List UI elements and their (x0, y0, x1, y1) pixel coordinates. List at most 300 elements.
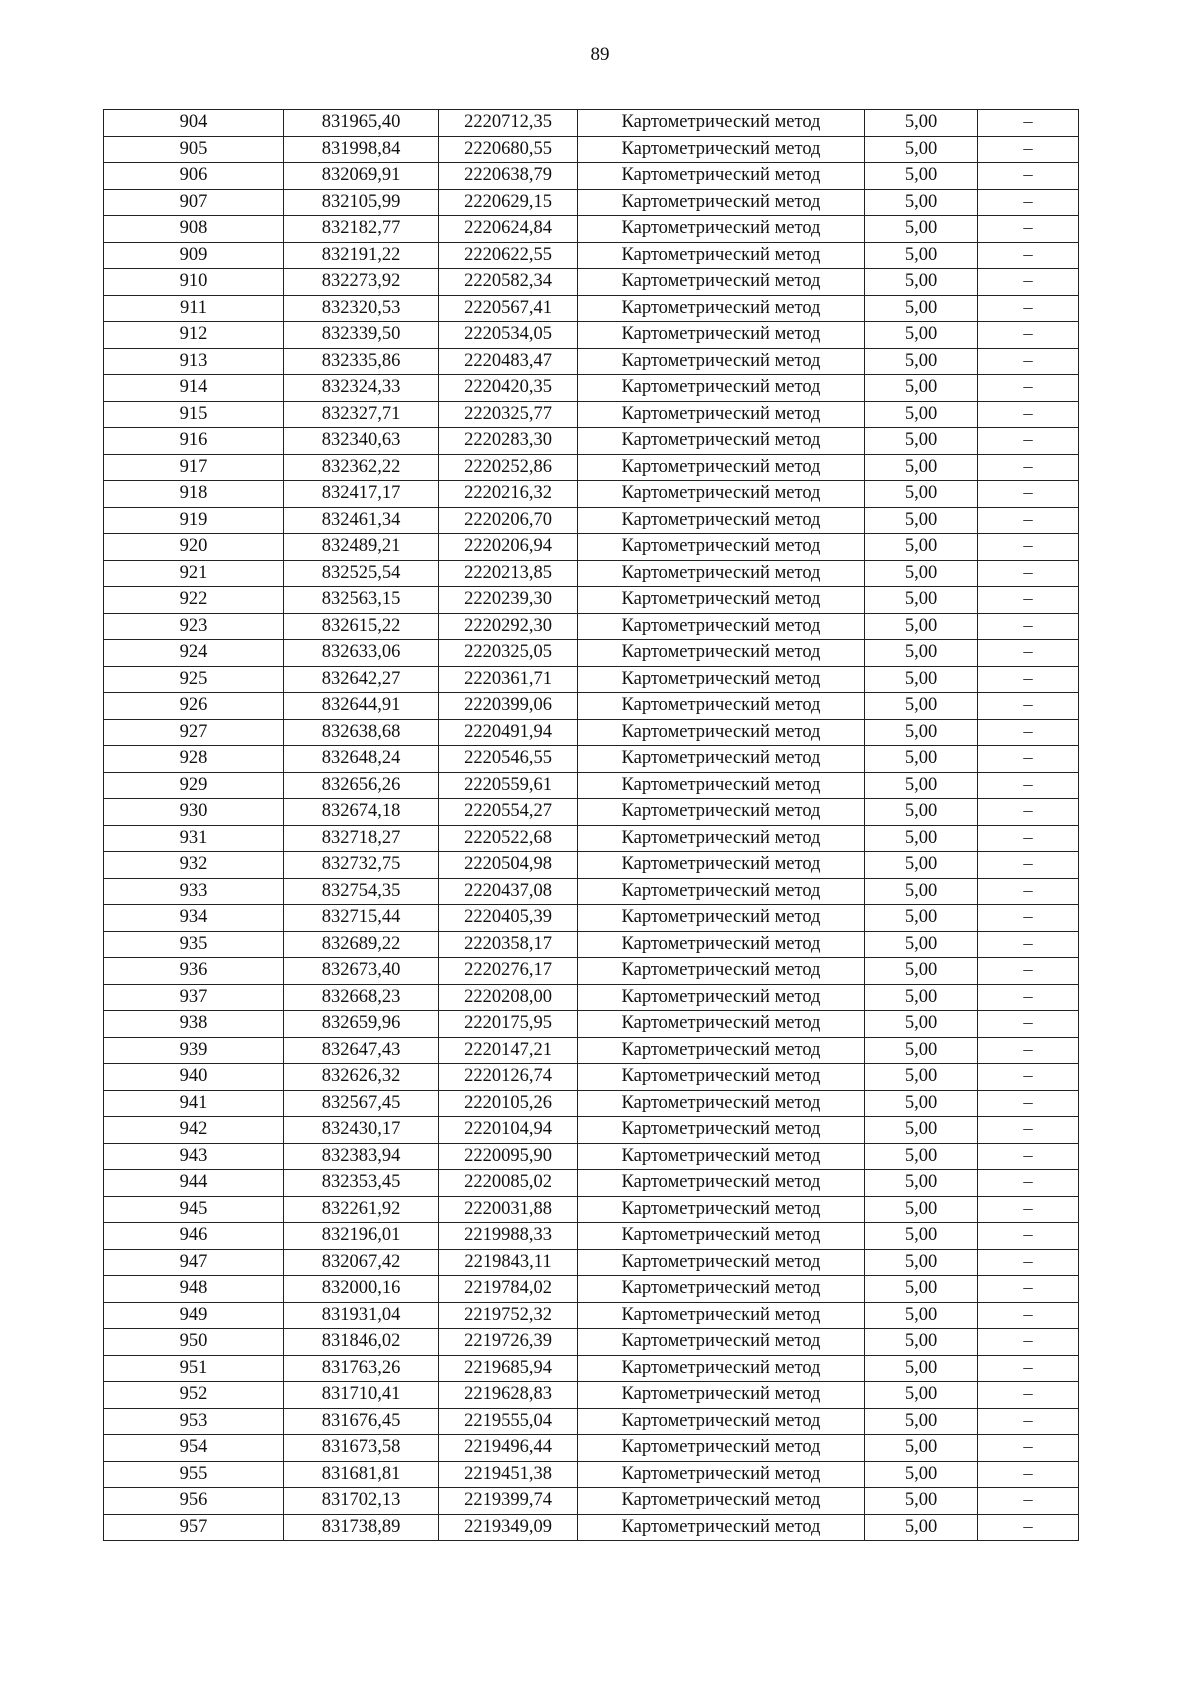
accuracy-cell: 5,00 (865, 1435, 978, 1462)
dash-cell: – (978, 560, 1079, 587)
point-number-cell: 910 (104, 269, 284, 296)
method-cell: Картометрический метод (578, 216, 865, 243)
table-row (104, 1302, 1079, 1329)
point-number-cell: 947 (104, 1249, 284, 1276)
dash-cell: – (978, 1170, 1079, 1197)
point-number-cell: 956 (104, 1488, 284, 1515)
table-row (104, 1355, 1079, 1382)
point-number-cell: 917 (104, 454, 284, 481)
method-cell: Картометрический метод (578, 878, 865, 905)
x-coordinate-cell: 832324,33 (284, 375, 439, 402)
dash-cell: – (978, 746, 1079, 773)
accuracy-cell: 5,00 (865, 1329, 978, 1356)
accuracy-cell: 5,00 (865, 825, 978, 852)
method-cell: Картометрический метод (578, 931, 865, 958)
point-number-cell: 908 (104, 216, 284, 243)
point-number-cell: 927 (104, 719, 284, 746)
point-number-cell: 938 (104, 1011, 284, 1038)
x-coordinate-cell: 832674,18 (284, 799, 439, 826)
method-cell: Картометрический метод (578, 613, 865, 640)
point-number-cell: 912 (104, 322, 284, 349)
table-row (104, 1196, 1079, 1223)
point-number-cell: 916 (104, 428, 284, 455)
accuracy-cell: 5,00 (865, 242, 978, 269)
dash-cell: – (978, 931, 1079, 958)
y-coordinate-cell: 2220252,86 (439, 454, 578, 481)
table-row (104, 825, 1079, 852)
table-row (104, 295, 1079, 322)
accuracy-cell: 5,00 (865, 984, 978, 1011)
point-number-cell: 905 (104, 136, 284, 163)
y-coordinate-cell: 2219496,44 (439, 1435, 578, 1462)
table-row (104, 1064, 1079, 1091)
point-number-cell: 951 (104, 1355, 284, 1382)
method-cell: Картометрический метод (578, 1435, 865, 1462)
table-row (104, 640, 1079, 667)
method-cell: Картометрический метод (578, 719, 865, 746)
dash-cell: – (978, 534, 1079, 561)
dash-cell: – (978, 1435, 1079, 1462)
method-cell: Картометрический метод (578, 1276, 865, 1303)
y-coordinate-cell: 2219349,09 (439, 1514, 578, 1541)
y-coordinate-cell: 2220638,79 (439, 163, 578, 190)
point-number-cell: 904 (104, 110, 284, 137)
accuracy-cell: 5,00 (865, 666, 978, 693)
accuracy-cell: 5,00 (865, 587, 978, 614)
method-cell: Картометрический метод (578, 1170, 865, 1197)
point-number-cell: 906 (104, 163, 284, 190)
point-number-cell: 928 (104, 746, 284, 773)
dash-cell: – (978, 428, 1079, 455)
point-number-cell: 932 (104, 852, 284, 879)
dash-cell: – (978, 1011, 1079, 1038)
y-coordinate-cell: 2220559,61 (439, 772, 578, 799)
point-number-cell: 922 (104, 587, 284, 614)
accuracy-cell: 5,00 (865, 110, 978, 137)
point-number-cell: 934 (104, 905, 284, 932)
table-row (104, 481, 1079, 508)
coordinates-table (103, 109, 1079, 1541)
table-row (104, 507, 1079, 534)
y-coordinate-cell: 2219685,94 (439, 1355, 578, 1382)
point-number-cell: 911 (104, 295, 284, 322)
y-coordinate-cell: 2220105,26 (439, 1090, 578, 1117)
table-row (104, 1117, 1079, 1144)
table-row (104, 216, 1079, 243)
accuracy-cell: 5,00 (865, 560, 978, 587)
method-cell: Картометрический метод (578, 1408, 865, 1435)
point-number-cell: 937 (104, 984, 284, 1011)
x-coordinate-cell: 832689,22 (284, 931, 439, 958)
accuracy-cell: 5,00 (865, 1302, 978, 1329)
accuracy-cell: 5,00 (865, 1223, 978, 1250)
x-coordinate-cell: 832105,99 (284, 189, 439, 216)
method-cell: Картометрический метод (578, 560, 865, 587)
table-row (104, 1090, 1079, 1117)
dash-cell: – (978, 1090, 1079, 1117)
x-coordinate-cell: 832182,77 (284, 216, 439, 243)
method-cell: Картометрический метод (578, 1488, 865, 1515)
y-coordinate-cell: 2220085,02 (439, 1170, 578, 1197)
dash-cell: – (978, 216, 1079, 243)
dash-cell: – (978, 825, 1079, 852)
accuracy-cell: 5,00 (865, 719, 978, 746)
x-coordinate-cell: 832626,32 (284, 1064, 439, 1091)
y-coordinate-cell: 2220283,30 (439, 428, 578, 455)
table-row (104, 136, 1079, 163)
method-cell: Картометрический метод (578, 693, 865, 720)
method-cell: Картометрический метод (578, 852, 865, 879)
x-coordinate-cell: 831702,13 (284, 1488, 439, 1515)
method-cell: Картометрический метод (578, 481, 865, 508)
x-coordinate-cell: 832339,50 (284, 322, 439, 349)
method-cell: Картометрический метод (578, 1223, 865, 1250)
y-coordinate-cell: 2220622,55 (439, 242, 578, 269)
dash-cell: – (978, 1329, 1079, 1356)
x-coordinate-cell: 832320,53 (284, 295, 439, 322)
x-coordinate-cell: 832067,42 (284, 1249, 439, 1276)
x-coordinate-cell: 831931,04 (284, 1302, 439, 1329)
dash-cell: – (978, 640, 1079, 667)
x-coordinate-cell: 832069,91 (284, 163, 439, 190)
dash-cell: – (978, 666, 1079, 693)
method-cell: Картометрический метод (578, 746, 865, 773)
accuracy-cell: 5,00 (865, 269, 978, 296)
dash-cell: – (978, 507, 1079, 534)
y-coordinate-cell: 2220680,55 (439, 136, 578, 163)
y-coordinate-cell: 2220213,85 (439, 560, 578, 587)
method-cell: Картометрический метод (578, 825, 865, 852)
point-number-cell: 943 (104, 1143, 284, 1170)
table-row (104, 613, 1079, 640)
accuracy-cell: 5,00 (865, 189, 978, 216)
method-cell: Картометрический метод (578, 269, 865, 296)
y-coordinate-cell: 2220582,34 (439, 269, 578, 296)
method-cell: Картометрический метод (578, 1249, 865, 1276)
method-cell: Картометрический метод (578, 1514, 865, 1541)
dash-cell: – (978, 1196, 1079, 1223)
point-number-cell: 957 (104, 1514, 284, 1541)
accuracy-cell: 5,00 (865, 136, 978, 163)
x-coordinate-cell: 832489,21 (284, 534, 439, 561)
y-coordinate-cell: 2220325,77 (439, 401, 578, 428)
y-coordinate-cell: 2220629,15 (439, 189, 578, 216)
dash-cell: – (978, 1488, 1079, 1515)
y-coordinate-cell: 2220534,05 (439, 322, 578, 349)
table-row (104, 348, 1079, 375)
point-number-cell: 941 (104, 1090, 284, 1117)
point-number-cell: 952 (104, 1382, 284, 1409)
table-row (104, 242, 1079, 269)
x-coordinate-cell: 832647,43 (284, 1037, 439, 1064)
y-coordinate-cell: 2220216,32 (439, 481, 578, 508)
table-row (104, 958, 1079, 985)
table-row (104, 1223, 1079, 1250)
x-coordinate-cell: 832754,35 (284, 878, 439, 905)
x-coordinate-cell: 831763,26 (284, 1355, 439, 1382)
table-row (104, 322, 1079, 349)
point-number-cell: 907 (104, 189, 284, 216)
accuracy-cell: 5,00 (865, 693, 978, 720)
point-number-cell: 936 (104, 958, 284, 985)
dash-cell: – (978, 693, 1079, 720)
accuracy-cell: 5,00 (865, 481, 978, 508)
y-coordinate-cell: 2220624,84 (439, 216, 578, 243)
accuracy-cell: 5,00 (865, 1355, 978, 1382)
dash-cell: – (978, 375, 1079, 402)
method-cell: Картометрический метод (578, 1355, 865, 1382)
accuracy-cell: 5,00 (865, 534, 978, 561)
method-cell: Картометрический метод (578, 1143, 865, 1170)
y-coordinate-cell: 2220522,68 (439, 825, 578, 852)
point-number-cell: 918 (104, 481, 284, 508)
y-coordinate-cell: 2220031,88 (439, 1196, 578, 1223)
table-row (104, 269, 1079, 296)
method-cell: Картометрический метод (578, 1090, 865, 1117)
method-cell: Картометрический метод (578, 1196, 865, 1223)
dash-cell: – (978, 587, 1079, 614)
accuracy-cell: 5,00 (865, 507, 978, 534)
y-coordinate-cell: 2220276,17 (439, 958, 578, 985)
dash-cell: – (978, 454, 1079, 481)
table-row (104, 375, 1079, 402)
x-coordinate-cell: 832261,92 (284, 1196, 439, 1223)
y-coordinate-cell: 2220420,35 (439, 375, 578, 402)
table-row (104, 1276, 1079, 1303)
point-number-cell: 913 (104, 348, 284, 375)
x-coordinate-cell: 832656,26 (284, 772, 439, 799)
y-coordinate-cell: 2220147,21 (439, 1037, 578, 1064)
point-number-cell: 909 (104, 242, 284, 269)
accuracy-cell: 5,00 (865, 1143, 978, 1170)
table-row (104, 163, 1079, 190)
x-coordinate-cell: 832430,17 (284, 1117, 439, 1144)
accuracy-cell: 5,00 (865, 454, 978, 481)
x-coordinate-cell: 832615,22 (284, 613, 439, 640)
accuracy-cell: 5,00 (865, 1196, 978, 1223)
point-number-cell: 930 (104, 799, 284, 826)
accuracy-cell: 5,00 (865, 1276, 978, 1303)
method-cell: Картометрический метод (578, 905, 865, 932)
point-number-cell: 931 (104, 825, 284, 852)
x-coordinate-cell: 832340,63 (284, 428, 439, 455)
dash-cell: – (978, 1249, 1079, 1276)
x-coordinate-cell: 832673,40 (284, 958, 439, 985)
x-coordinate-cell: 832327,71 (284, 401, 439, 428)
point-number-cell: 950 (104, 1329, 284, 1356)
method-cell: Картометрический метод (578, 1302, 865, 1329)
dash-cell: – (978, 163, 1079, 190)
x-coordinate-cell: 832567,45 (284, 1090, 439, 1117)
y-coordinate-cell: 2220325,05 (439, 640, 578, 667)
point-number-cell: 935 (104, 931, 284, 958)
x-coordinate-cell: 832644,91 (284, 693, 439, 720)
table-body (104, 110, 1079, 1541)
method-cell: Картометрический метод (578, 1117, 865, 1144)
y-coordinate-cell: 2220504,98 (439, 852, 578, 879)
table-row (104, 560, 1079, 587)
accuracy-cell: 5,00 (865, 1382, 978, 1409)
accuracy-cell: 5,00 (865, 1117, 978, 1144)
accuracy-cell: 5,00 (865, 322, 978, 349)
x-coordinate-cell: 832638,68 (284, 719, 439, 746)
table-row (104, 454, 1079, 481)
method-cell: Картометрический метод (578, 454, 865, 481)
x-coordinate-cell: 831998,84 (284, 136, 439, 163)
y-coordinate-cell: 2220104,94 (439, 1117, 578, 1144)
x-coordinate-cell: 832715,44 (284, 905, 439, 932)
dash-cell: – (978, 481, 1079, 508)
y-coordinate-cell: 2219784,02 (439, 1276, 578, 1303)
y-coordinate-cell: 2220208,00 (439, 984, 578, 1011)
x-coordinate-cell: 832525,54 (284, 560, 439, 587)
table-row (104, 693, 1079, 720)
dash-cell: – (978, 905, 1079, 932)
y-coordinate-cell: 2220567,41 (439, 295, 578, 322)
x-coordinate-cell: 832362,22 (284, 454, 439, 481)
dash-cell: – (978, 1037, 1079, 1064)
point-number-cell: 946 (104, 1223, 284, 1250)
table-row (104, 1249, 1079, 1276)
x-coordinate-cell: 832335,86 (284, 348, 439, 375)
y-coordinate-cell: 2220712,35 (439, 110, 578, 137)
dash-cell: – (978, 1302, 1079, 1329)
table-row (104, 878, 1079, 905)
dash-cell: – (978, 1355, 1079, 1382)
table-row (104, 1382, 1079, 1409)
point-number-cell: 925 (104, 666, 284, 693)
method-cell: Картометрический метод (578, 1037, 865, 1064)
method-cell: Картометрический метод (578, 295, 865, 322)
dash-cell: – (978, 295, 1079, 322)
dash-cell: – (978, 1143, 1079, 1170)
y-coordinate-cell: 2220405,39 (439, 905, 578, 932)
method-cell: Картометрический метод (578, 1329, 865, 1356)
table-row (104, 984, 1079, 1011)
x-coordinate-cell: 832383,94 (284, 1143, 439, 1170)
method-cell: Картометрический метод (578, 375, 865, 402)
dash-cell: – (978, 772, 1079, 799)
table-row (104, 1037, 1079, 1064)
accuracy-cell: 5,00 (865, 746, 978, 773)
table-row (104, 1408, 1079, 1435)
accuracy-cell: 5,00 (865, 1170, 978, 1197)
x-coordinate-cell: 832563,15 (284, 587, 439, 614)
point-number-cell: 921 (104, 560, 284, 587)
table-row (104, 719, 1079, 746)
dash-cell: – (978, 1117, 1079, 1144)
y-coordinate-cell: 2219726,39 (439, 1329, 578, 1356)
point-number-cell: 933 (104, 878, 284, 905)
x-coordinate-cell: 832196,01 (284, 1223, 439, 1250)
y-coordinate-cell: 2220437,08 (439, 878, 578, 905)
table-row (104, 852, 1079, 879)
method-cell: Картометрический метод (578, 322, 865, 349)
x-coordinate-cell: 831738,89 (284, 1514, 439, 1541)
x-coordinate-cell: 832642,27 (284, 666, 439, 693)
method-cell: Картометрический метод (578, 799, 865, 826)
table-row (104, 189, 1079, 216)
point-number-cell: 948 (104, 1276, 284, 1303)
y-coordinate-cell: 2220399,06 (439, 693, 578, 720)
point-number-cell: 944 (104, 1170, 284, 1197)
accuracy-cell: 5,00 (865, 905, 978, 932)
x-coordinate-cell: 832659,96 (284, 1011, 439, 1038)
x-coordinate-cell: 831965,40 (284, 110, 439, 137)
y-coordinate-cell: 2219752,32 (439, 1302, 578, 1329)
dash-cell: – (978, 719, 1079, 746)
table-row (104, 1488, 1079, 1515)
point-number-cell: 939 (104, 1037, 284, 1064)
accuracy-cell: 5,00 (865, 1514, 978, 1541)
y-coordinate-cell: 2220095,90 (439, 1143, 578, 1170)
x-coordinate-cell: 832353,45 (284, 1170, 439, 1197)
dash-cell: – (978, 1461, 1079, 1488)
method-cell: Картометрический метод (578, 587, 865, 614)
y-coordinate-cell: 2220483,47 (439, 348, 578, 375)
accuracy-cell: 5,00 (865, 401, 978, 428)
accuracy-cell: 5,00 (865, 1249, 978, 1276)
accuracy-cell: 5,00 (865, 772, 978, 799)
dash-cell: – (978, 1514, 1079, 1541)
accuracy-cell: 5,00 (865, 1461, 978, 1488)
point-number-cell: 929 (104, 772, 284, 799)
y-coordinate-cell: 2220206,94 (439, 534, 578, 561)
x-coordinate-cell: 832633,06 (284, 640, 439, 667)
dash-cell: – (978, 1276, 1079, 1303)
method-cell: Картометрический метод (578, 242, 865, 269)
accuracy-cell: 5,00 (865, 613, 978, 640)
dash-cell: – (978, 984, 1079, 1011)
dash-cell: – (978, 242, 1079, 269)
y-coordinate-cell: 2220361,71 (439, 666, 578, 693)
point-number-cell: 949 (104, 1302, 284, 1329)
table-row (104, 534, 1079, 561)
method-cell: Картометрический метод (578, 110, 865, 137)
accuracy-cell: 5,00 (865, 640, 978, 667)
method-cell: Картометрический метод (578, 1382, 865, 1409)
point-number-cell: 942 (104, 1117, 284, 1144)
accuracy-cell: 5,00 (865, 852, 978, 879)
accuracy-cell: 5,00 (865, 348, 978, 375)
x-coordinate-cell: 832732,75 (284, 852, 439, 879)
accuracy-cell: 5,00 (865, 958, 978, 985)
method-cell: Картометрический метод (578, 640, 865, 667)
method-cell: Картометрический метод (578, 958, 865, 985)
table-row (104, 905, 1079, 932)
dash-cell: – (978, 613, 1079, 640)
accuracy-cell: 5,00 (865, 1011, 978, 1038)
method-cell: Картометрический метод (578, 189, 865, 216)
y-coordinate-cell: 2220239,30 (439, 587, 578, 614)
accuracy-cell: 5,00 (865, 1090, 978, 1117)
table-row (104, 1170, 1079, 1197)
x-coordinate-cell: 832718,27 (284, 825, 439, 852)
accuracy-cell: 5,00 (865, 1037, 978, 1064)
accuracy-cell: 5,00 (865, 295, 978, 322)
y-coordinate-cell: 2220546,55 (439, 746, 578, 773)
x-coordinate-cell: 831846,02 (284, 1329, 439, 1356)
point-number-cell: 945 (104, 1196, 284, 1223)
dash-cell: – (978, 269, 1079, 296)
method-cell: Картометрический метод (578, 1064, 865, 1091)
dash-cell: – (978, 401, 1079, 428)
dash-cell: – (978, 189, 1079, 216)
method-cell: Картометрический метод (578, 136, 865, 163)
table-row (104, 428, 1079, 455)
x-coordinate-cell: 832191,22 (284, 242, 439, 269)
accuracy-cell: 5,00 (865, 428, 978, 455)
